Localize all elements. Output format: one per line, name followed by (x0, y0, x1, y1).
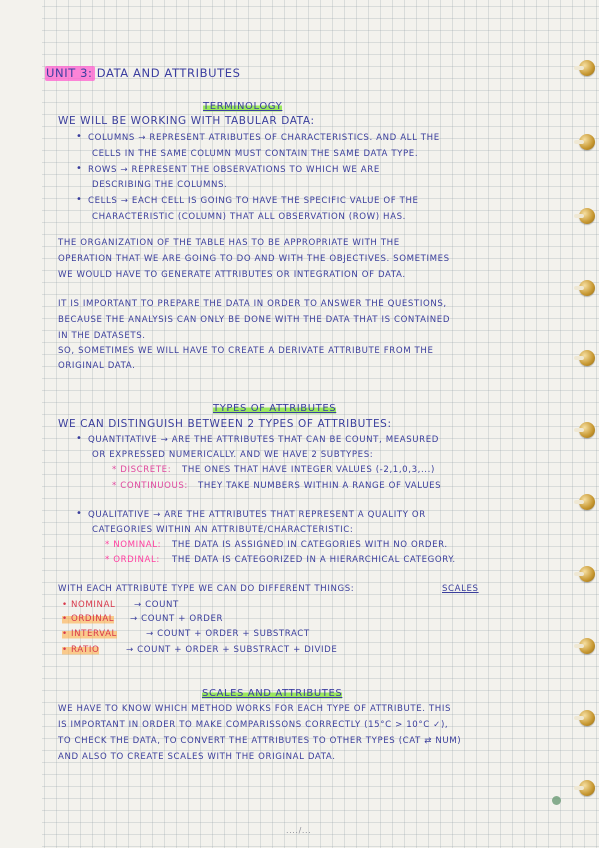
binder-ring-icon (579, 710, 595, 726)
quantitative-line-2: OR EXPRESSED NUMERICALLY. AND WE HAVE 2 SUBTYPES: (92, 450, 374, 460)
columns-line-2: CELLS IN THE SAME COLUMN MUST CONTAIN THE SAME DATA TYPE. (92, 149, 419, 159)
stamp-dot-icon (552, 796, 561, 805)
scale-nominal-rule: → COUNT (134, 600, 179, 610)
organization-line-3: WE WOULD HAVE TO GENERATE ATTRIBUTES OR INTEGRATION OF DATA. (58, 270, 406, 280)
bullet-dot-icon: • (76, 508, 83, 519)
prepare-line-4: SO, SOMETIMES WE WILL HAVE TO CREATE A DERIVATE ATTRIBUTE FROM THE (58, 346, 434, 356)
organization-line-1: THE ORGANIZATION OF THE TABLE HAS TO BE APPROPRIATE WITH THE (58, 238, 400, 248)
page-margin (0, 0, 42, 848)
binder-ring-icon (579, 280, 595, 296)
scale-ordinal-name: • ORDINAL (62, 614, 115, 624)
scale-ratio-rule: → COUNT + ORDER + SUBSTRACT + DIVIDE (126, 645, 338, 655)
bullet-dot-icon: • (76, 131, 83, 142)
scales-attrs-line-4: AND ALSO TO CREATE SCALES WITH THE ORIGINAL DATA. (58, 752, 336, 762)
scales-intro: WITH EACH ATTRIBUTE TYPE WE CAN DO DIFFERENT THINGS: (58, 584, 355, 594)
binder-ring-icon (579, 780, 595, 796)
nominal-label: * NOMINAL: (105, 540, 162, 550)
prepare-line-1: IT IS IMPORTANT TO PREPARE THE DATA IN ORDER TO ANSWER THE QUESTIONS, (58, 299, 447, 309)
binder-ring-icon (579, 60, 595, 76)
cells-line-2: CHARACTERISTIC (COLUMN) THAT ALL OBSERVATION (ROW) HAS. (92, 212, 406, 222)
rows-line-1: ROWS → REPRESENT THE OBSERVATIONS TO WHICH WE ARE (88, 165, 380, 175)
continuous-label: * CONTINUOUS: (112, 481, 188, 491)
binder-ring-icon (579, 494, 595, 510)
scale-interval-rule: → COUNT + ORDER + SUBSTRACT (146, 629, 310, 639)
bullet-dot-icon: • (76, 433, 83, 444)
binder-ring-icon (579, 134, 595, 150)
discrete-text: THE ONES THAT HAVE INTEGER VALUES (-2,1,0,3,...) (182, 465, 435, 475)
ordinal-label: * ORDINAL: (105, 555, 160, 565)
prepare-line-2: BECAUSE THE ANALYSIS CAN ONLY BE DONE WITH THE DATA THAT IS CONTAINED (58, 315, 451, 325)
binder-ring-icon (579, 566, 595, 582)
scale-ordinal-rule: → COUNT + ORDER (130, 614, 224, 624)
binder-ring-icon (579, 350, 595, 366)
prepare-line-3: IN THE DATASETS. (58, 331, 146, 341)
scales-attrs-line-1: WE HAVE TO KNOW WHICH METHOD WORKS FOR EACH TYPE OF ATTRIBUTE. THIS (58, 704, 452, 714)
binder-ring-icon (579, 208, 595, 224)
rows-line-2: DESCRIBING THE COLUMNS. (92, 180, 228, 190)
page-continuation: ..../... (286, 826, 312, 835)
heading-scales-and-attributes: SCALES AND ATTRIBUTES (202, 688, 343, 699)
continuous-text: THEY TAKE NUMBERS WITHIN A RANGE OF VALUES (198, 481, 442, 491)
qualitative-line-1: QUALITATIVE → ARE THE ATTRIBUTES THAT REPRESENT A QUALITY OR (88, 510, 426, 520)
terminology-intro: WE WILL BE WORKING WITH TABULAR DATA: (58, 115, 315, 127)
page-title: UNIT 3: DATA AND ATTRIBUTES (46, 66, 241, 80)
cells-line-1: CELLS → EACH CELL IS GOING TO HAVE THE SPECIFIC VALUE OF THE (88, 196, 419, 206)
prepare-line-5: ORIGINAL DATA. (58, 361, 136, 371)
quantitative-line-1: QUANTITATIVE → ARE THE ATTRIBUTES THAT CAN BE COUNT, MEASURED (88, 435, 439, 445)
scales-attrs-line-2: IS IMPORTANT IN ORDER TO MAKE COMPARISSONS CORRECTLY (15°C > 10°C ✓), (58, 720, 449, 730)
bullet-dot-icon: • (76, 194, 83, 205)
scales-attrs-line-3: TO CHECK THE DATA, TO CONVERT THE ATTRIBUTES TO OTHER TYPES (CAT ⇄ NUM) (58, 736, 462, 746)
organization-line-2: OPERATION THAT WE ARE GOING TO DO AND WITH THE OBJECTIVES. SOMETIMES (58, 254, 450, 264)
bullet-dot-icon: • (76, 163, 83, 174)
ordinal-text: THE DATA IS CATEGORIZED IN A HIERARCHICAL CATEGORY. (172, 555, 456, 565)
scale-ratio-name: • RATIO (62, 645, 100, 655)
discrete-label: * DISCRETE: (112, 465, 172, 475)
binder-ring-icon (579, 638, 595, 654)
qualitative-line-2: CATEGORIES WITHIN AN ATTRIBUTE/CHARACTERISTIC: (92, 525, 354, 535)
nominal-text: THE DATA IS ASSIGNED IN CATEGORIES WITH NO ORDER. (172, 540, 448, 550)
heading-types-of-attributes: TYPES OF ATTRIBUTES (213, 403, 337, 414)
binder-ring-icon (579, 422, 595, 438)
types-intro: WE CAN DISTINGUISH BETWEEN 2 TYPES OF ATTRIBUTES: (58, 418, 392, 430)
scale-nominal-name: • NOMINAL (62, 600, 116, 610)
scales-word: SCALES (442, 584, 479, 594)
scale-interval-name: • INTERVAL (62, 629, 117, 639)
columns-line-1: COLUMNS → REPRESENT ATRIBUTES OF CHARACTERISTICS. AND ALL THE (88, 133, 440, 143)
heading-terminology: TERMINOLOGY (203, 101, 283, 112)
